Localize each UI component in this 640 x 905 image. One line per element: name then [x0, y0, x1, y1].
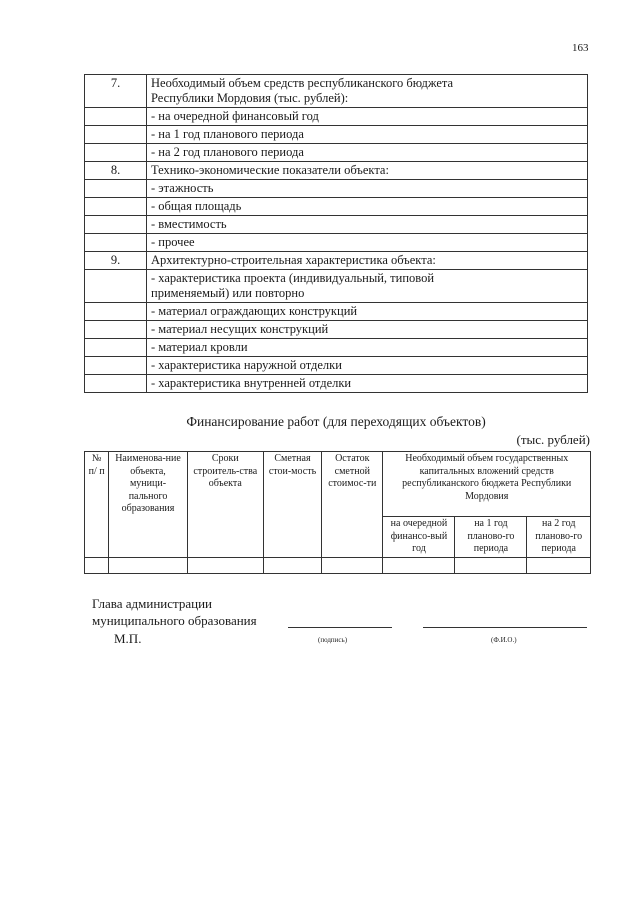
row-number: 7. [85, 75, 147, 108]
row-text-line: - вместимость [151, 217, 227, 231]
row-number [85, 321, 147, 339]
row-number [85, 303, 147, 321]
financing-empty-row [85, 557, 591, 573]
row-text-line: - характеристика проекта (индивидуальный, типовой [151, 271, 435, 285]
col-terms-header: Сроки строитель-ства объекта [187, 452, 263, 558]
row-number [85, 375, 147, 393]
col-sub1-header: на очередной финансо-вый год [383, 517, 455, 558]
col-required-header: Необходимый объем государственных капитальных вложений средств республиканского бюджета Республики Мордовия [383, 452, 591, 517]
row-number [85, 198, 147, 216]
col-remainder-header: Остаток сметной стоимос-ти [322, 452, 383, 558]
table-row [85, 75, 588, 108]
row-text [147, 126, 588, 144]
row-text-line: - на 1 год планового периода [151, 127, 304, 141]
row-text-line: - на 2 год планового периода [151, 145, 304, 159]
table-row [85, 321, 588, 339]
signature-line2: муниципального образования [92, 613, 257, 628]
table-row [85, 234, 588, 252]
fio-line [423, 627, 587, 628]
row-text [147, 75, 588, 108]
row-number [85, 108, 147, 126]
table-row [85, 270, 588, 303]
col-sub2-header: на 1 год планово-го периода [455, 517, 527, 558]
row-text-line: Необходимый объем средств республиканского бюджета [151, 76, 454, 90]
row-text [147, 198, 588, 216]
signature-line [288, 627, 392, 628]
row-text-line: Республики Мордовия (тыс. рублей): [151, 91, 349, 105]
row-text-line: Архитектурно-строительная характеристика объекта: [151, 253, 436, 267]
row-text-line: - материал кровли [151, 340, 248, 354]
row-text [147, 216, 588, 234]
row-text [147, 357, 588, 375]
row-text [147, 339, 588, 357]
row-text [147, 321, 588, 339]
row-number [85, 339, 147, 357]
row-text-line: - прочее [151, 235, 195, 249]
row-text [147, 303, 588, 321]
table-row [85, 357, 588, 375]
row-text [147, 252, 588, 270]
row-text [147, 270, 588, 303]
row-text [147, 234, 588, 252]
col-num-header: № п/ п [85, 452, 109, 558]
row-text-line: - общая площадь [151, 199, 242, 213]
table-row [85, 303, 588, 321]
table-row [85, 162, 588, 180]
signature-caption: (подпись) [318, 636, 348, 644]
table-row [85, 108, 588, 126]
row-text [147, 144, 588, 162]
row-number [85, 216, 147, 234]
row-text-line: - материал ограждающих конструкций [151, 304, 358, 318]
fio-caption: (Ф.И.О.) [491, 636, 517, 644]
table-row [85, 198, 588, 216]
table-row [85, 144, 588, 162]
table-row [85, 180, 588, 198]
row-text-line: Технико-экономические показатели объекта: [151, 163, 389, 177]
col-name-header: Наименова-ние объекта, муници-пального образования [109, 452, 187, 558]
row-number [85, 357, 147, 375]
row-number [85, 126, 147, 144]
row-text-line: применяемый) или повторно [151, 286, 305, 300]
col-sub3-header: на 2 год планово-го периода [527, 517, 591, 558]
financing-table [84, 451, 591, 574]
row-text-line: - характеристика внутренней отделки [151, 376, 352, 390]
table-row [85, 375, 588, 393]
row-text [147, 162, 588, 180]
row-text [147, 180, 588, 198]
table-row [85, 339, 588, 357]
row-text-line: - характеристика наружной отделки [151, 358, 342, 372]
row-number [85, 270, 147, 303]
row-number [85, 234, 147, 252]
table-row [85, 252, 588, 270]
row-text-line: - этажность [151, 181, 214, 195]
signature-line1: Глава администрации [92, 596, 213, 611]
row-text [147, 375, 588, 393]
table-row [85, 126, 588, 144]
row-text-line: - на очередной финансовый год [151, 109, 319, 123]
col-cost-header: Сметная стои-мость [263, 452, 321, 558]
row-number: 9. [85, 252, 147, 270]
table-row [85, 216, 588, 234]
row-number: 8. [85, 162, 147, 180]
page-number: 163 [572, 42, 589, 54]
row-text-line: - материал несущих конструкций [151, 322, 329, 336]
row-number [85, 144, 147, 162]
row-text [147, 108, 588, 126]
financing-units: (тыс. рублей) [516, 432, 590, 447]
financing-title: Финансирование работ (для переходящих объектов) [186, 414, 486, 429]
object-characteristics-table [84, 74, 588, 393]
row-number [85, 180, 147, 198]
stamp-place: М.П. [114, 631, 142, 646]
